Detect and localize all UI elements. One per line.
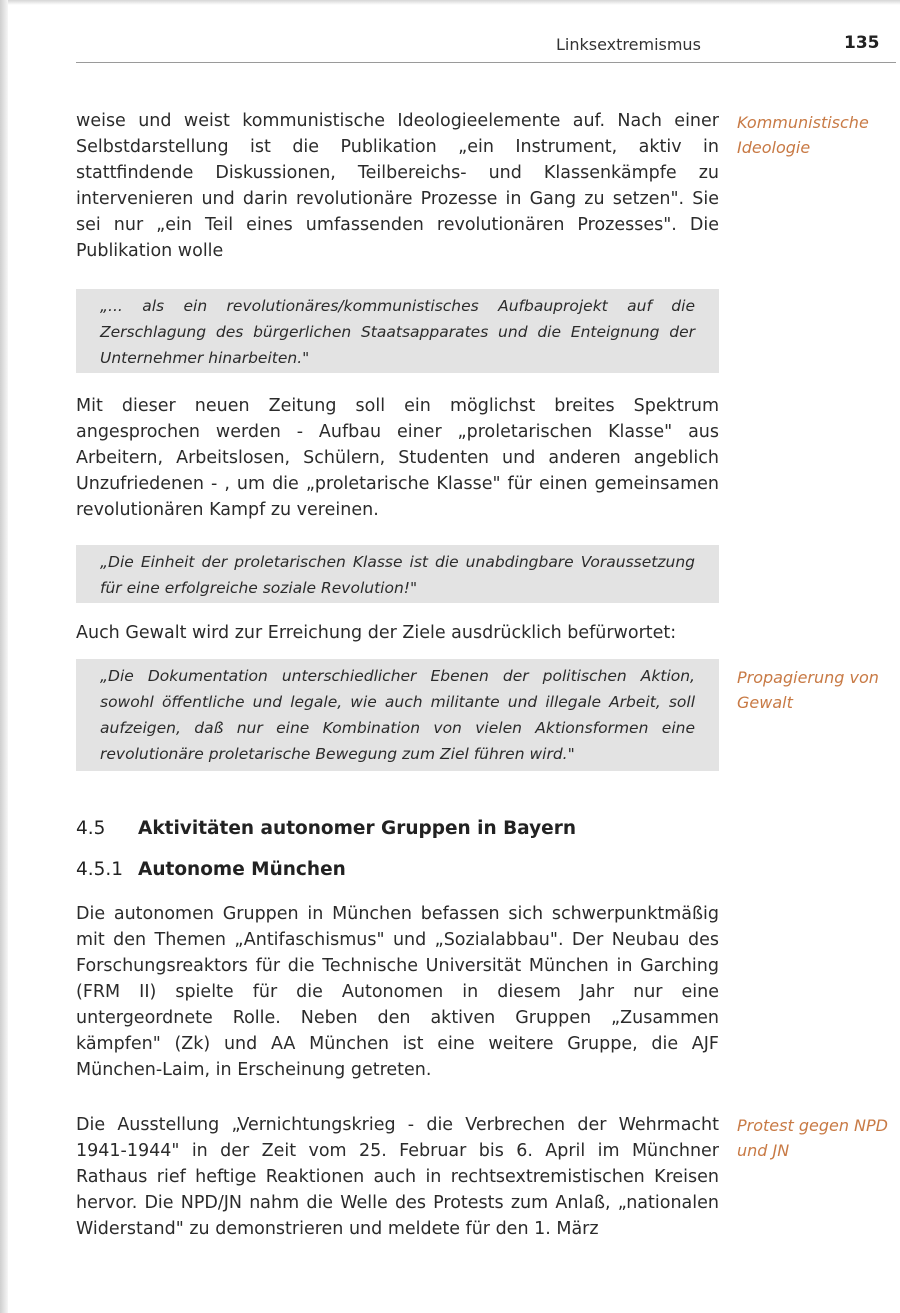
section-number: 4.5 — [76, 818, 106, 839]
section-heading-4-5-1 — [76, 859, 346, 880]
margin-note-kommunistische-ideologie: Kommunistische Ideologie — [737, 113, 869, 157]
paragraph-ausstellung: Die Ausstellung „Vernichtungskrieg - die Verbrechen der Wehrmacht 1941-1944" in der Zeit vom 25. Februar bis 6. April im Münchner Rathaus rief heftige Reaktionen auch in rechtsextremistischen Kreisen hervor. Die NPD/JN nahm die Welle des Protests zum Anlaß, „nationalen Widerstand" zu demonstrieren und meldete für den 1. März — [76, 1115, 719, 1239]
page-left-edge — [0, 0, 8, 1313]
quote-aufbauprojekt: „... als ein revolutionäres/kommunistisches Aufbauprojekt auf die Zerschlagung des bürgerlichen Staatsapparates und die Enteignung der Unternehmer hinarbeiten." — [100, 297, 695, 367]
quote-box-dokumentation — [76, 659, 719, 771]
header-rule — [76, 62, 896, 63]
paragraph-gewalt: Auch Gewalt wird zur Erreichung der Ziele ausdrücklich befürwortet: — [76, 623, 677, 643]
quote-box-einheit — [76, 545, 719, 603]
paragraph-intro: weise und weist kommunistische Ideologieelemente auf. Nach einer Selbstdarstellung ist die Publikation „ein Instrument, aktiv in stattfindende Diskussionen, Teilbereichs- und Klassenkämpfe zu intervenieren und darin revolutionäre Prozesse in Gang zu setzen". Sie sei nur „ein Teil eines umfassenden revolutionären Prozesses". Die Publikation wolle — [76, 111, 719, 261]
margin-note-protest-npd-jn: Protest gegen NPD und JN — [737, 1116, 888, 1160]
quote-dokumentation: „Die Dokumentation unterschiedlicher Ebenen der politischen Aktion, sowohl öffentliche und legale, wie auch militante und illegale Arbeit, soll aufzeigen, daß nur eine Kombination von vielen Aktionsformen eine revolutionäre proletarische Bewegung zum Ziel führen wird." — [100, 667, 695, 763]
quote-box-aufbauprojekt — [76, 289, 719, 373]
subsection-number: 4.5.1 — [76, 859, 124, 880]
section-heading-4-5 — [76, 818, 576, 839]
margin-note-propagierung-von-gewalt: Propagierung von Gewalt — [737, 668, 879, 712]
subsection-title: Autonome München — [138, 859, 346, 880]
paragraph-autonome-muenchen: Die autonomen Gruppen in München befassen sich schwerpunktmäßig mit den Themen „Antifaschismus" und „Sozialabbau". Der Neubau des Forschungsreaktors für die Technische Universität München in Garching (FRM II) spielte für die Autonomen in diesem Jahr nur eine untergeordnete Rolle. Neben den aktiven Gruppen „Zusammen kämpfen" (Zk) und AA München ist eine weitere Gruppe, die AJF München-Laim, in Erscheinung getreten. — [76, 904, 719, 1080]
paragraph-zeitung: Mit dieser neuen Zeitung soll ein möglichst breites Spektrum angesprochen werden - Aufbau einer „proletarischen Klasse" aus Arbeitern, Arbeitslosen, Schülern, Studenten und anderen angeblich Unzufriedenen - , um die „proletarische Klasse" für einen gemeinsamen revolutionären Kampf zu vereinen. — [76, 396, 719, 520]
page-number: 135 — [844, 33, 880, 53]
running-header-title: Linksextremismus — [556, 35, 701, 54]
section-title: Aktivitäten autonomer Gruppen in Bayern — [138, 818, 577, 839]
quote-einheit: „Die Einheit der proletarischen Klasse ist die unabdingbare Voraussetzung für eine erfolgreiche soziale Revolution!" — [100, 553, 695, 597]
page-top-edge — [0, 0, 900, 5]
